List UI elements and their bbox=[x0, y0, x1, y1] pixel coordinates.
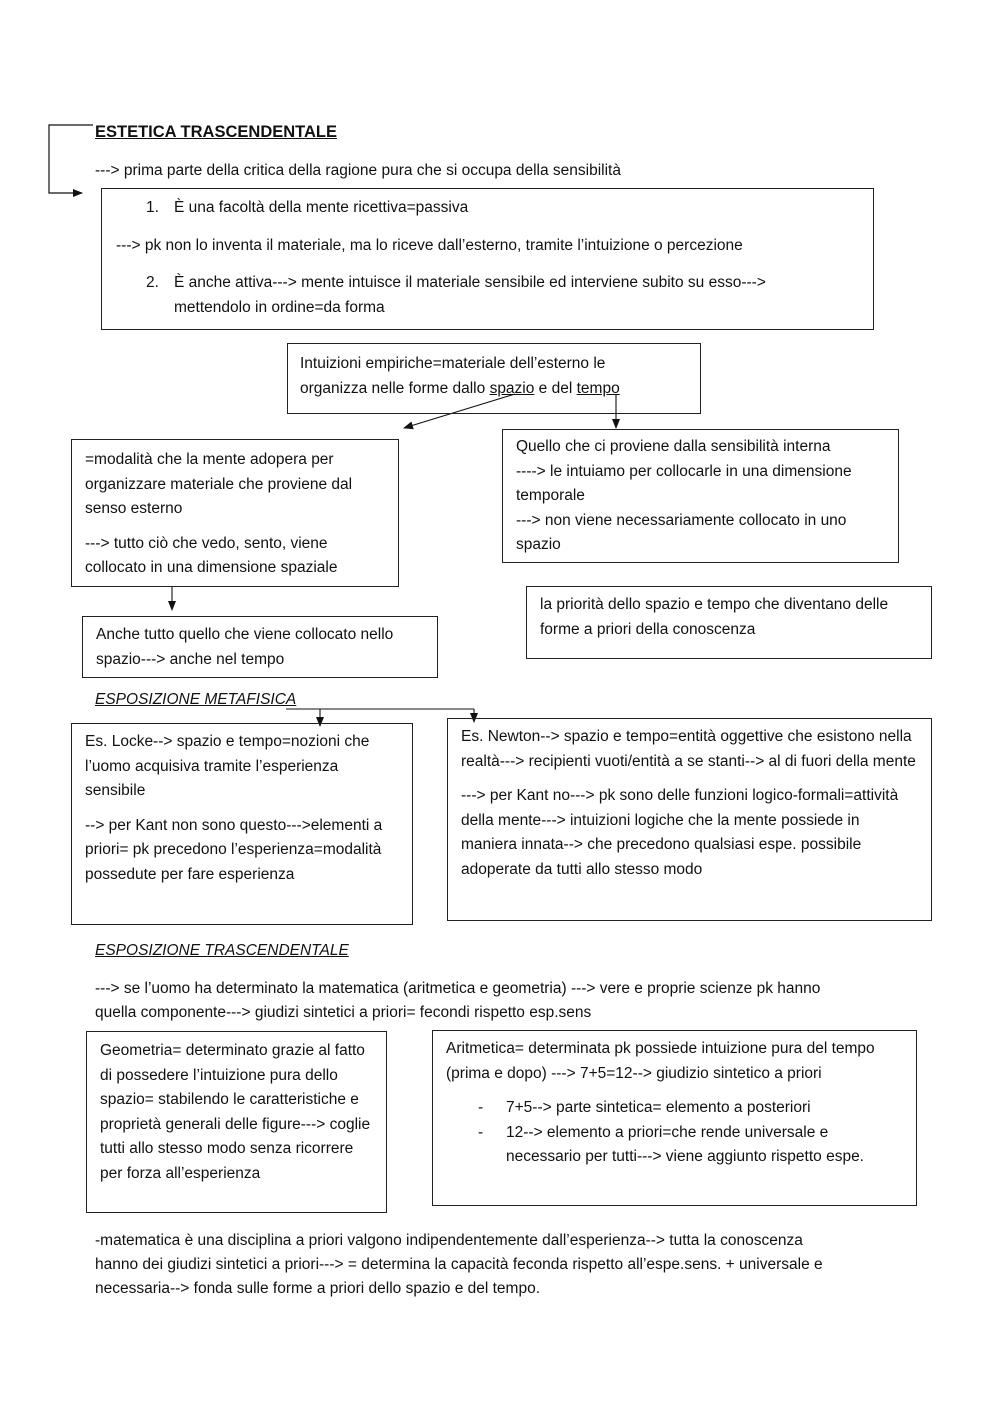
page-title: ESTETICA TRASCENDENTALE bbox=[95, 123, 338, 141]
box-locke: Es. Locke--> spazio e tempo=nozioni che l’uomo acquisiva tramite l’esperienza sensibile --> per Kant non sono questo--->elementi a priori= pk precedono l’esperienza=modalità possedute per fare esperienza bbox=[71, 723, 413, 925]
intro-text: ---> prima parte della critica della ragione pura che si occupa della sensibilità bbox=[95, 162, 621, 179]
box-time: Quello che ci proviene dalla sensibilità interna ----> le intuiamo per collocarle in una dimensione temporale ---> non viene necessariamente collocato in uno spazio bbox=[502, 429, 899, 563]
box-space: =modalità che la mente adopera per organizzare materiale che proviene dal senso esterno ---> tutto ciò che vedo, sento, viene collocato in una dimensione spaziale bbox=[71, 439, 399, 587]
tempo-word: tempo bbox=[576, 379, 620, 397]
box-sensibility bbox=[101, 188, 874, 330]
box-newton: Es. Newton--> spazio e tempo=entità oggettive che esistono nella realtà---> recipienti vuoti/entità a se stanti--> al di fuori della mente ---> per Kant no---> pk sono delle funzioni logico-formali=attività della mente---> intuizioni logiche che la mente possiede in maniera innata--> che precedono qualsiasi espe. possibile adoperate da tutti allo stesso modo bbox=[447, 718, 932, 921]
section-metafisica: ESPOSIZIONE METAFISICA bbox=[95, 691, 297, 708]
conclusion-line: necessaria--> fonda sulle forme a priori dello spazio e del tempo. bbox=[95, 1280, 540, 1297]
trasc-text-line: quella componente---> giudizi sintetici a priori= fecondi rispetto esp.sens bbox=[95, 1004, 592, 1021]
box-priority: la priorità dello spazio e tempo che diventano delle forme a priori della conoscenza bbox=[526, 586, 932, 659]
box1-note: ---> pk non lo inventa il materiale, ma lo riceve dall’esterno, tramite l’intuizione o percezione bbox=[116, 236, 743, 254]
trasc-text-line: ---> se l’uomo ha determinato la matematica (aritmetica e geometria) ---> vere e proprie scienze pk hanno bbox=[95, 980, 821, 997]
list-item: - 7+5--> parte sintetica= elemento a posteriori bbox=[478, 1099, 811, 1116]
spazio-word: spazio bbox=[489, 379, 535, 397]
box-geometria: Geometria= determinato grazie al fatto di possedere l’intuizione pura dello spazio= stabilendo le caratteristiche e proprietà generali delle figure---> coglie tutti allo stesso modo senza ricorrere per forza all’esperienza bbox=[86, 1031, 387, 1213]
conclusion-line: hanno dei giudizi sintetici a priori---> = determina la capacità feconda rispetto all’espe.sens. + universale e bbox=[95, 1256, 823, 1273]
title-loop-arrow bbox=[49, 125, 93, 193]
conclusion-line: -matematica è una disciplina a priori valgono indipendentemente dall’esperienza--> tutta la conoscenza bbox=[95, 1232, 803, 1249]
box-intuizioni-empiriche: Intuizioni empiriche=materiale dell’esterno le organizza nelle forme dallo spazio e del tempo bbox=[287, 343, 701, 414]
list-item: - 12--> elemento a priori=che rende universale e necessario per tutti---> viene aggiunto rispetto espe. bbox=[478, 1123, 864, 1165]
section-trascendentale: ESPOSIZIONE TRASCENDENTALE bbox=[95, 942, 349, 959]
list-item: 1. È una facoltà della mente ricettiva=passiva bbox=[146, 199, 469, 216]
list-item: 2. È anche attiva---> mente intuisce il materiale sensibile ed interviene subito su esso---> mettendolo in ordine=da forma bbox=[146, 274, 766, 316]
box-also-time: Anche tutto quello che viene collocato nello spazio---> anche nel tempo bbox=[82, 616, 438, 678]
box-aritmetica: Aritmetica= determinata pk possiede intuizione pura del tempo (prima e dopo) ---> 7+5=12--> giudizio sintetico a priori - 7+5--> parte sintetica= elemento a posteriori - 12--> elemento a priori=che rende universale e necessario per tutti---> viene aggiunto rispetto espe. bbox=[432, 1030, 917, 1206]
